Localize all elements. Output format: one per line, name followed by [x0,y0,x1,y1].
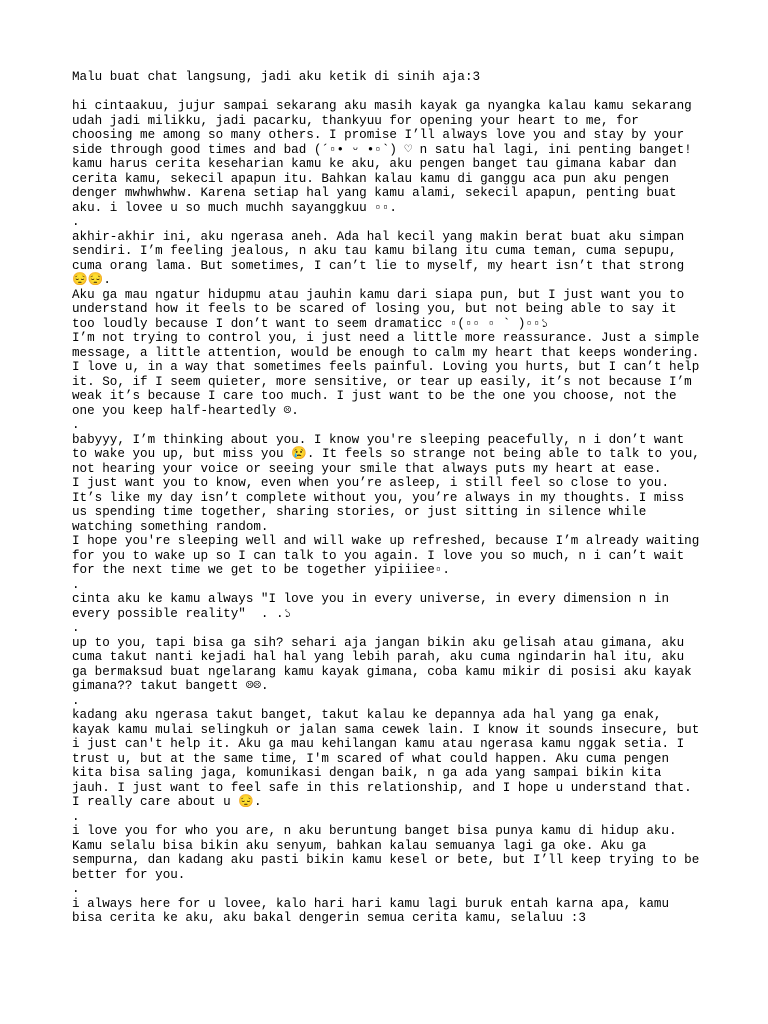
text-line: better for you. [72,867,186,882]
text-line: Malu buat chat langsung, jadi aku ketik di sinih aja:3 [72,70,481,84]
text-line: up to you, tapi bisa ga sih? sehari aja jangan bikin aku gelisah atau gimana, aku [72,635,685,650]
text-line: jauh. I just want to feel safe in this relationship, and I hope u understand that. [72,780,692,795]
text-line: . [72,809,80,824]
text-line: side through good times and bad (´▫• ᵕ •▫`) ♡ n satu hal lagi, ini penting banget! [72,142,692,157]
text-line: . [72,693,80,708]
text-line: cinta aku ke kamu always "I love you in every universe, in every dimension n in [72,592,670,606]
text-line: kayak kamu mulai selingkuh or jalan sama cewek lain. I know it sounds insecure, but [72,722,700,737]
text-line: hi cintaakuu, jujur sampai sekarang aku masih kayak ga nyangka kalau kamu sekarang [72,99,692,113]
text-line: i always here for u lovee, kalo hari hari kamu lagi buruk entah karna apa, kamu [72,896,670,911]
text-line: Aku ga mau ngatur hidupmu atau jauhin kamu dari siapa pun, but I just want you to [72,287,685,302]
text-line: sendiri. I’m feeling jealous, n aku tau kamu bilang itu cuma teman, cuma sepupu, [72,244,677,258]
text-line: it. So, if I seem quieter, more sensitive, or tear up easily, it’s not because I’m [72,374,692,389]
text-line: gimana?? takut bangett ☹☹. [72,679,269,693]
text-line: for you to wake up so I can talk to you again. I love you so much, n i can’t wait [72,548,685,563]
text-line: I really care about u 😔. [72,795,262,809]
text-line: kamu harus cerita keseharian kamu ke aku, aku pengen banget tau gimana kabar dan [72,157,677,171]
text-line: cerita kamu, sekecil apapun itu. Bahkan kalau kamu di ganggu aca pun aku pengen [72,171,670,186]
text-line: I love u, in a way that sometimes feels painful. Loving you hurts, but I can’t help [72,360,700,374]
text-line: I’m not trying to control you, i just need a little more reassurance. Just a simple [72,331,700,345]
text-line: . [72,418,80,432]
text-line: trust u, but at the same time, I'm scared of what could happen. Aku cuma pengen [72,751,670,766]
text-line: choosing me among so many others. I promise I’ll always love you and stay by your [72,128,685,142]
text-line: for the next time we get to be together yipiiiee▫. [72,563,450,577]
text-line: aku. i lovee u so much muchh sayanggkuu ▫▫. [72,200,397,215]
text-line: akhir-akhir ini, aku ngerasa aneh. Ada hal kecil yang makin berat buat aku simpan [72,229,685,244]
text-line: babyyy, I’m thinking about you. I know you're sleeping peacefully, n i don’t want [72,432,685,447]
text-line: kita bisa saling jaga, komunikasi dengan baik, n ga ada yang sampai bikin kita [72,766,662,780]
text-line: cuma orang lama. But sometimes, I can’t lie to myself, my heart isn’t that strong [72,258,685,273]
text-line: cuma takut nanti kejadi hal hal yang lebih parah, aku cuma ngindarin hal itu, aku [72,650,685,664]
letter-body [72,99,722,926]
text-line: one you keep half-heartedly ☹. [72,403,299,418]
text-line: i just can't help it. Aku ga mau kehilangan kamu atau ngerasa kamu nggak setia. I [72,737,685,751]
text-line: udah jadi milikku, jadi pacarku, thankyuu for opening your heart to me, for [72,113,639,128]
text-line: Kamu selalu bisa bikin aku senyum, bahkan kalau semuanya lagi ga oke. Aku ga [72,838,647,853]
intro-paragraph [72,70,722,85]
text-line: sempurna, dan kadang aku pasti bikin kamu kesel or bete, but I’ll keep trying to be [72,853,700,867]
text-line: . [72,882,80,896]
text-line: weak it’s because I care too much. I just want to be the one you choose, not the [72,389,677,403]
text-line: message, a little attention, would be enough to calm my heart that keeps wondering. [72,345,700,360]
paragraph-gap [72,85,722,100]
text-line: watching something random. [72,519,269,534]
text-line: denger mwhwhwhw. Karena setiap hal yang kamu alami, sekecil apapun, penting buat [72,186,677,200]
text-line: bisa cerita ke aku, aku bakal dengerin semua cerita kamu, selaluu :3 [72,911,586,925]
text-line: It’s like my day isn’t complete without you, you’re always in my thoughts. I miss [72,490,685,505]
text-line: i love you for who you are, n aku beruntung banget bisa punya kamu di hidup aku. [72,824,677,838]
text-line: I just want you to know, even when you’re asleep, i still feel so close to you. [72,476,670,490]
text-line: . [72,621,80,635]
text-line: ga bermaksud buat ngelarang kamu kayak gimana, coba kamu mikir di posisi aku kayak [72,664,692,679]
text-line: not hearing your voice or seeing your smile that always puts my heart at ease. [72,461,662,476]
text-line: . [72,577,80,592]
text-line: I hope you're sleeping well and will wake up refreshed, because I’m already waiting [72,534,700,548]
text-line: understand how it feels to be scared of losing you, but not being able to say it [72,302,677,316]
text-line: 😔😔. [72,273,111,287]
text-line: us spending time together, sharing stories, or just sitting in silence while [72,505,647,519]
text-line: too loudly because I don’t want to seem dramaticc ▫(▫▫ ▫ ` )▫▫১ [72,316,549,331]
text-line: every possible reality" . .১ [72,606,292,621]
text-line: kadang aku ngerasa takut banget, takut kalau ke depannya ada hal yang ga enak, [72,708,662,722]
text-line: to wake you up, but miss you 😢. It feels so strange not being able to talk to you, [72,447,700,461]
text-line: . [72,215,80,229]
document-page [72,70,722,926]
